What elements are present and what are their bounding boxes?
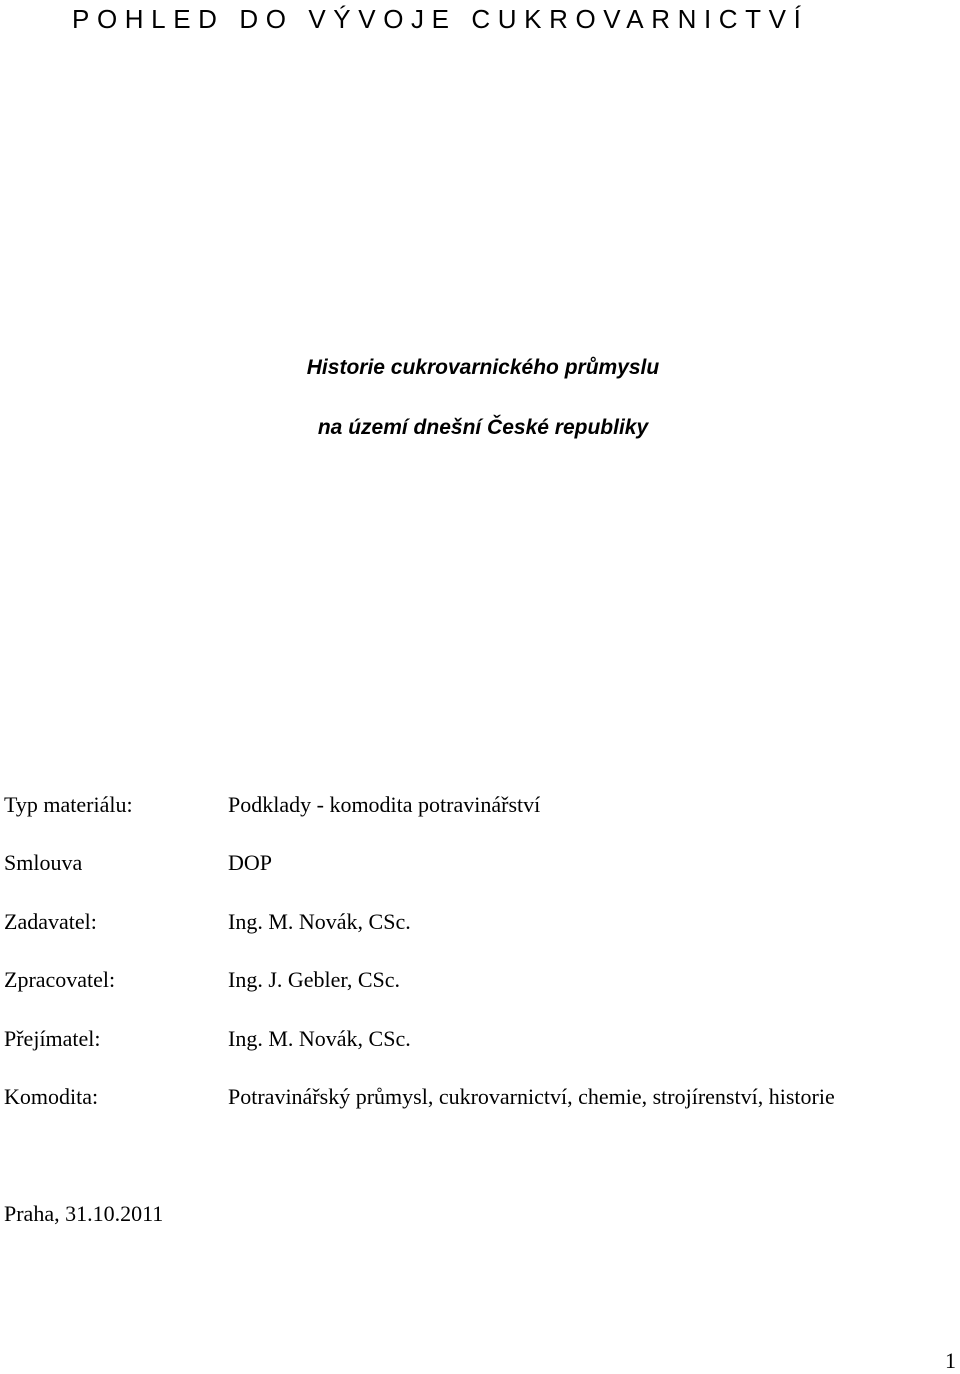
subtitle-line-1: Historie cukrovarnického průmyslu (306, 356, 660, 379)
page-number: 1 (945, 1348, 956, 1373)
metadata-label: Přejímatel: (4, 1026, 101, 1051)
main-heading: POHLED DO VÝVOJE CUKROVARNICTVÍ (72, 4, 809, 34)
metadata-label: Smlouva (4, 850, 83, 875)
metadata-value: Potravinářský průmysl, cukrovarnictví, chemie, strojírenství, historie (228, 1084, 835, 1109)
metadata-label: Komodita: (4, 1084, 99, 1109)
subtitle-line-2: na území dnešní České republiky (317, 416, 649, 439)
metadata-value: Ing. J. Gebler, CSc. (228, 967, 401, 992)
place-date: Praha, 31.10.2011 (4, 1201, 164, 1226)
metadata-label: Typ materiálu: (4, 792, 133, 817)
metadata-value: Ing. M. Novák, CSc. (228, 1026, 411, 1051)
metadata-label: Zadavatel: (4, 909, 97, 934)
metadata-value: Ing. M. Novák, CSc. (228, 909, 411, 934)
metadata-value: Podklady - komodita potravinářství (228, 792, 541, 817)
metadata-value: DOP (228, 850, 273, 875)
metadata-label: Zpracovatel: (4, 967, 116, 992)
